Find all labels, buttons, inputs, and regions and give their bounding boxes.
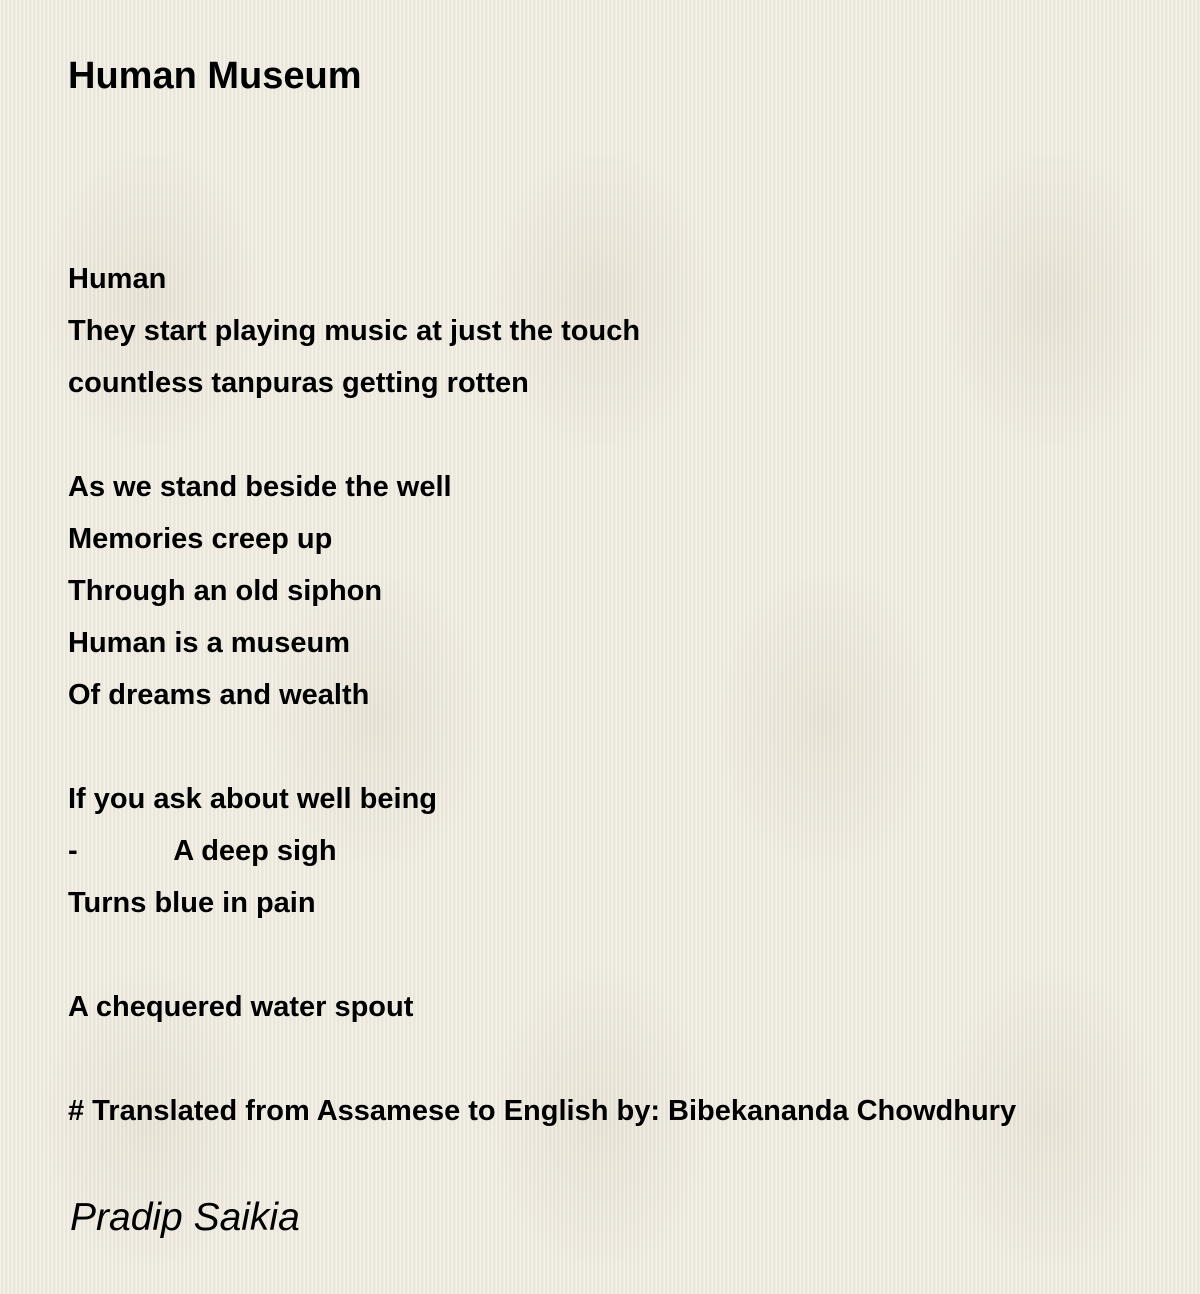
- poem-title: Human Museum: [68, 55, 362, 97]
- poem-author: Pradip Saikia: [70, 1196, 300, 1239]
- poem-line: Human is a museum: [68, 627, 351, 659]
- poem-blank-line: [68, 409, 1016, 461]
- poem-line: A chequered water spout: [68, 991, 414, 1023]
- translation-credit: # Translated from Assamese to English by: Bibekananda Chowdhury: [68, 1095, 1017, 1127]
- poem-line: - A deep sigh: [68, 835, 337, 867]
- poem-line: Turns blue in pain: [68, 887, 316, 919]
- poem-blank-line: [68, 1033, 1016, 1085]
- poem-line: Memories creep up: [68, 523, 333, 555]
- poem-blank-line: [68, 721, 1016, 773]
- poem-blank-line: [68, 929, 1016, 981]
- poem-line: Human: [68, 263, 167, 295]
- poem-body: [68, 253, 1016, 1137]
- poem-line: As we stand beside the well: [68, 471, 452, 503]
- poem-line: They start playing music at just the touch: [68, 315, 641, 347]
- poem-line: countless tanpuras getting rotten: [68, 367, 529, 399]
- poem-line: If you ask about well being: [68, 783, 437, 815]
- poem-line: Through an old siphon: [68, 575, 383, 607]
- poem-line: Of dreams and wealth: [68, 679, 370, 711]
